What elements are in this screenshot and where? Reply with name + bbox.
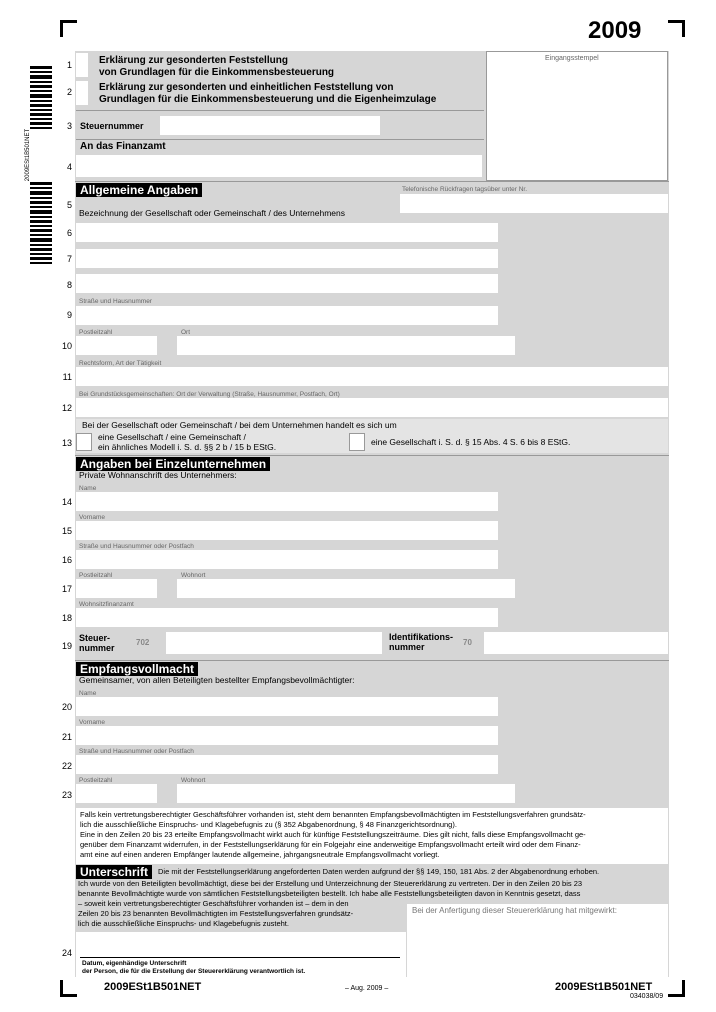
plz-label: Postleitzahl [79, 329, 113, 336]
grundstueck-field[interactable] [76, 398, 668, 417]
vollmacht-strasse-field[interactable] [76, 755, 498, 774]
einzel-wohnort-field[interactable] [177, 579, 515, 598]
einzel-vorname-label: Vorname [79, 514, 106, 521]
line-number-7: 7 [66, 254, 72, 264]
einzel-strasse-label: Straße und Hausnummer oder Postfach [79, 543, 194, 550]
strasse-field[interactable] [76, 306, 498, 325]
header-line2-title: Erklärung zur gesonderten und einheitlichen Feststellung von [99, 82, 394, 93]
unterschrift-text-line: Zeilen 20 bis 23 benannten Bevollmächtigten im Feststellungsverfahren grundsätz- [78, 909, 354, 918]
bezeichnung-field-7[interactable] [76, 249, 498, 268]
vollmacht-info-line: amt eine auf einen anderen Empfänger lautende allgemeine, jahrgangsneutrale Empfangsvollmacht vorliegt. [80, 850, 440, 859]
einzel-wohnsitz-field[interactable] [76, 608, 498, 627]
unterschrift-text-line: – soweit kein vertretungsberechtigter Geschäftsführer vorhanden ist – dem in den [78, 899, 349, 908]
line-number-10: 10 [61, 341, 72, 351]
einzel-identifikationsnummer-field[interactable] [484, 632, 668, 654]
vollmacht-info-line: lich die ausschließliche Einspruchs- und Klagebefugnis zu (§ 352 Abgabenordnung, § 48 Finanzgerichtsordnung). [80, 820, 457, 829]
einzel-subheading: Private Wohnanschrift des Unternehmers: [79, 470, 237, 480]
corner-mark-bottom-left [60, 980, 77, 997]
rule-finanzamt [76, 139, 484, 140]
grundstueck-label: Bei Grundstücksgemeinschaften: Ort der Verwaltung (Straße, Hausnummer, Postfach, Ort) [79, 391, 340, 398]
einzel-name-label: Name [79, 485, 97, 492]
rule-section-allgemein [75, 181, 669, 182]
line-number-2: 2 [66, 87, 72, 97]
steuernummer-label: Steuernummer [80, 121, 144, 131]
eingangsstempel-box [486, 51, 668, 181]
section-allgemeine-angaben: Allgemeine Angaben [76, 183, 202, 197]
einzel-plz-label: Postleitzahl [79, 572, 113, 579]
corner-mark-bottom-right [668, 980, 685, 997]
einzel-strasse-field[interactable] [76, 550, 498, 569]
line-number-6: 6 [66, 228, 72, 238]
rule-section-vollmacht [75, 660, 669, 661]
vollmacht-subheading: Gemeinsamer, von allen Beteiligten bestellter Empfangsbevollmächtigter: [79, 675, 355, 685]
einzel-steuernummer-field[interactable] [166, 632, 382, 654]
barcode-text: 2009ESt1B501NET [25, 128, 31, 182]
option-gesellschaft-b: ein ähnliches Modell i. S. d. §§ 2 b / 15 b EStG. [98, 442, 277, 452]
bezeichnung-field-8[interactable] [76, 274, 498, 293]
vollmacht-vorname-field[interactable] [76, 726, 498, 745]
line-number-15: 15 [61, 526, 72, 536]
vollmacht-strasse-label: Straße und Hausnummer oder Postfach [79, 748, 194, 755]
footer-date: – Aug. 2009 – [345, 985, 389, 992]
rule-section-einzel [75, 455, 669, 456]
checkbox-line-1[interactable] [76, 53, 88, 77]
vollmacht-info-text [80, 810, 668, 860]
plz-field[interactable] [76, 336, 157, 355]
checkbox-gesellschaft-15-4[interactable] [349, 433, 365, 451]
line-number-11: 11 [62, 372, 72, 382]
line-number-18: 18 [61, 613, 72, 623]
line-number-17: 17 [61, 584, 72, 594]
line-number-19: 19 [61, 641, 72, 651]
finanzamt-label: An das Finanzamt [80, 141, 166, 152]
ort-label: Ort [181, 329, 191, 336]
einzel-steuer-label-2: nummer [79, 643, 115, 653]
vollmacht-vorname-label: Vorname [79, 719, 106, 726]
vollmacht-name-field[interactable] [76, 697, 498, 716]
footer-code-right: 2009ESt1B501NET [555, 981, 653, 993]
einzel-plz-field[interactable] [76, 579, 157, 598]
line-number-14: 14 [61, 497, 72, 507]
header-line1-title: Erklärung zur gesonderten Feststellung [99, 55, 288, 66]
strasse-label: Straße und Hausnummer [79, 298, 152, 305]
line-number-22: 22 [61, 761, 72, 771]
steuernummer-field[interactable] [160, 116, 380, 135]
einzel-ident-code: 70 [463, 638, 472, 647]
line-number-3: 3 [66, 121, 72, 131]
unterschrift-text-line: lich die ausschließliche Einspruchs- und Klagebefugnis zusteht. [78, 919, 289, 928]
rechtsform-label: Rechtsform, Art der Tätigkeit [79, 360, 162, 367]
footer-code-left: 2009ESt1B501NET [104, 981, 202, 993]
line-number-4: 4 [66, 162, 72, 172]
signature-line [80, 957, 400, 958]
signature-caption-2: der Person, die für die Erstellung der Steuererklärung verantwortlich ist. [82, 968, 306, 975]
line-number-5: 5 [66, 200, 72, 210]
header-line1-sub: von Grundlagen für die Einkommensbesteuerung [99, 67, 335, 78]
q13-question: Bei der Gesellschaft oder Gemeinschaft / bei dem Unternehmen handelt es sich um [82, 420, 397, 430]
section-empfangsvollmacht: Empfangsvollmacht [76, 662, 198, 676]
footer-form-number: 034038/09 [630, 993, 664, 1000]
bezeichnung-field-6[interactable] [76, 223, 498, 242]
form-year: 2009 [588, 17, 642, 44]
line-number-8: 8 [66, 280, 72, 290]
line-number-1: 1 [66, 60, 72, 70]
einzel-name-field[interactable] [76, 492, 498, 511]
vollmacht-plz-label: Postleitzahl [79, 777, 113, 784]
vollmacht-wohnort-label: Wohnort [181, 777, 206, 784]
vollmacht-info-line: genüber dem Finanzamt widerrufen, in der Feststellungserklärung für ein Folgejahr eine anderweitige Empfangsvollmacht erteilt wird oder dem Finanz- [80, 840, 581, 849]
line-number-24: 24 [61, 948, 72, 958]
section-unterschrift: Unterschrift [76, 865, 152, 879]
signature-caption-1: Datum, eigenhändige Unterschrift [82, 960, 187, 967]
vollmacht-info-line: Eine in den Zeilen 20 bis 23 erteilte Empfangsvollmacht wirkt auch für künftige Feststellungszeiträume. Dies gilt nicht, falls diese Empfangsvollmacht ge- [80, 830, 586, 839]
header-line2-sub: Grundlagen für die Einkommensbesteuerung und die Eigenheimzulage [99, 94, 437, 105]
line-number-20: 20 [61, 702, 72, 712]
unterschrift-text-line: Ich wurde von den Beteiligten bevollmächtigt, diese bei der Erstellung und Unterzeichnung der Steuererklärung zu vertreten. Der in den Zeilen 20 bis 23 [78, 879, 583, 888]
section-einzelunternehmen: Angaben bei Einzelunternehmen [76, 457, 270, 471]
einzel-ident-label-2: nummer [389, 642, 425, 652]
line-number-21: 21 [61, 732, 72, 742]
vollmacht-wohnort-field[interactable] [177, 784, 515, 803]
einzel-ident-label-1: Identifikations- [389, 632, 454, 642]
corner-mark-top-right [668, 20, 685, 37]
option-gesellschaft-a: eine Gesellschaft / eine Gemeinschaft / [98, 432, 246, 442]
finanzamt-field[interactable] [76, 155, 482, 177]
einzel-wohnsitz-label: Wohnsitzfinanzamt [79, 601, 134, 608]
vollmacht-plz-field[interactable] [76, 784, 157, 803]
mitgewirkt-label: Bei der Anfertigung dieser Steuererklärung hat mitgewirkt: [412, 906, 617, 915]
telefon-label: Telefonische Rückfragen tagsüber unter Nr. [402, 186, 528, 193]
vollmacht-name-label: Name [79, 690, 97, 697]
eingangsstempel-label: Eingangsstempel [545, 55, 599, 62]
checkbox-gesellschaft-modell[interactable] [76, 433, 92, 451]
ort-field[interactable] [177, 336, 515, 355]
option-gesellschaft-15-4: eine Gesellschaft i. S. d. § 15 Abs. 4 S. 6 bis 8 EStG. [371, 437, 571, 447]
line-number-12: 12 [61, 403, 72, 413]
unterschrift-text-line: benannte Bevollmächtigte wurde von sämtlichen Feststellungsbeteiligten bestellt. Ich habe alle Feststellungsbeteiligten davon in Kenntnis gesetzt, dass [78, 889, 581, 898]
corner-mark-top-left [60, 20, 77, 37]
line-number-23: 23 [61, 790, 72, 800]
vollmacht-info-line: Falls kein vertretungsberechtigter Geschäftsführer vorhanden ist, steht dem benannten Empfangsbevollmächtigten im Feststellungsverfahren grundsätz- [80, 810, 586, 819]
line-number-9: 9 [66, 310, 72, 320]
rule-header [76, 110, 484, 111]
checkbox-line-2[interactable] [76, 81, 88, 105]
line-number-13: 13 [61, 438, 72, 448]
einzel-vorname-field[interactable] [76, 521, 498, 540]
einzel-steuer-code: 702 [136, 638, 150, 647]
einzel-wohnort-label: Wohnort [181, 572, 206, 579]
bezeichnung-label: Bezeichnung der Gesellschaft oder Gemeinschaft / des Unternehmens [79, 208, 346, 218]
unterschrift-text-1: Die mit der Feststellungserklärung angeforderten Daten werden aufgrund der §§ 149, 150, 181 Abs. 2 der Abgabenordnung erhoben. [158, 867, 600, 876]
line-number-16: 16 [61, 555, 72, 565]
einzel-steuer-label-1: Steuer- [79, 633, 111, 643]
rechtsform-field[interactable] [76, 367, 668, 386]
telefon-field[interactable] [400, 194, 668, 213]
